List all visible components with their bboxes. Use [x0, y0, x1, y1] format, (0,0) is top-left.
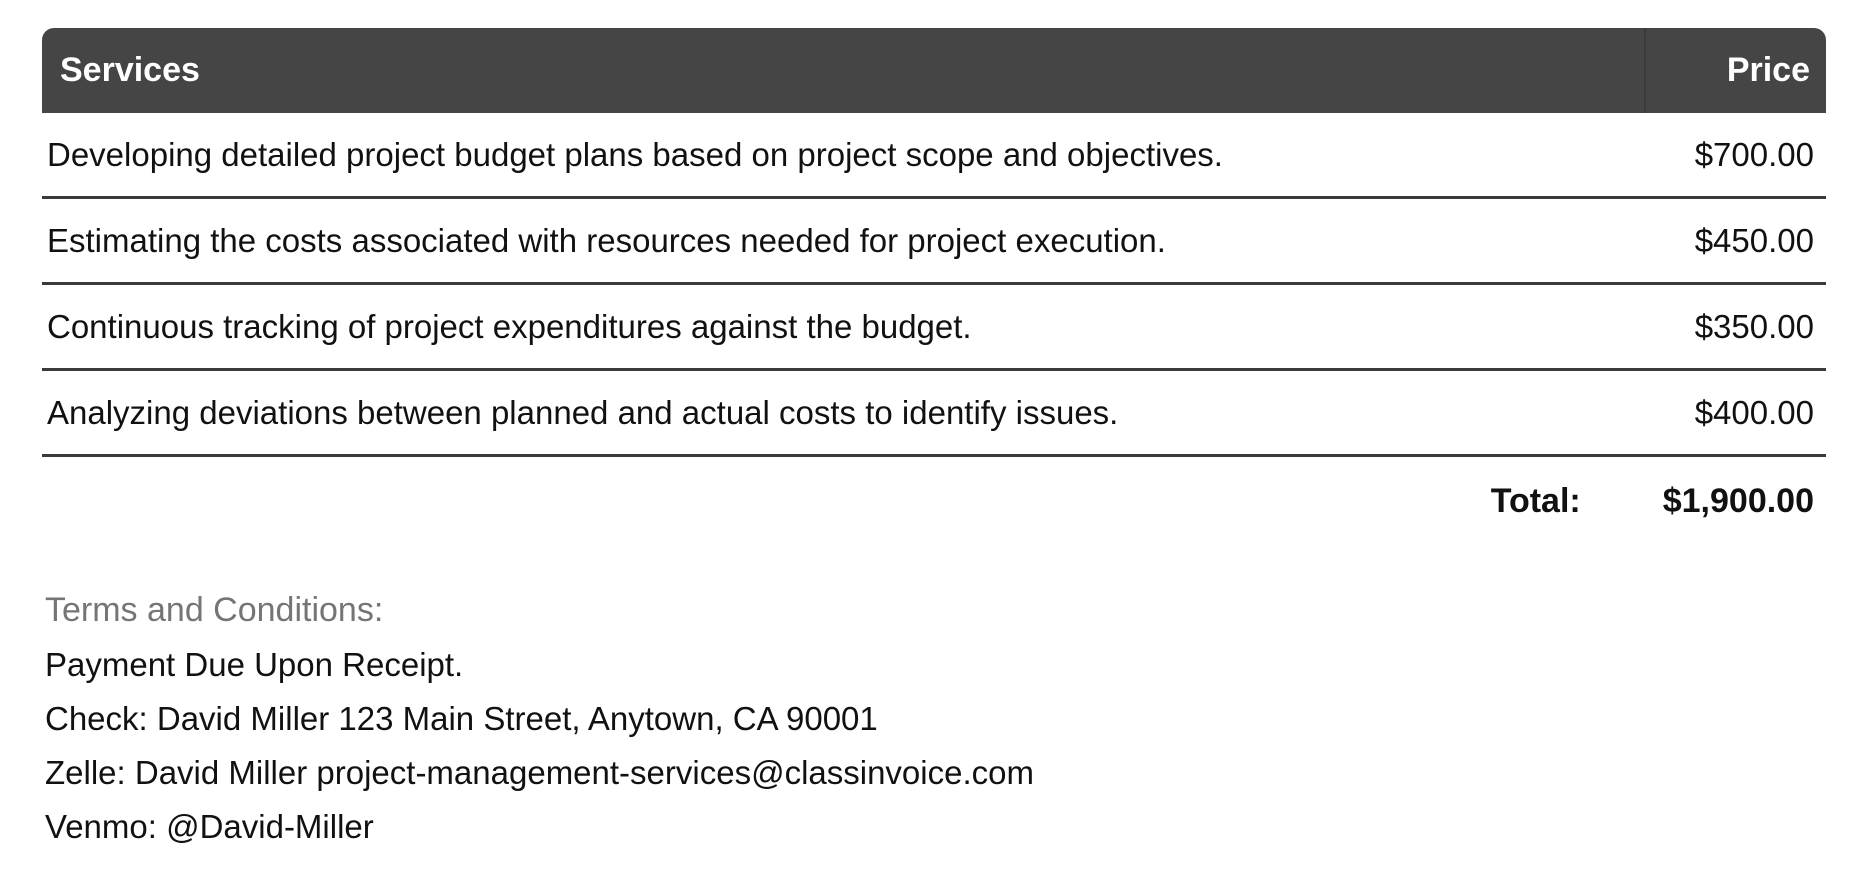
total-label: Total: [1490, 482, 1581, 520]
service-description: Continuous tracking of project expenditures against the budget. [47, 307, 972, 345]
service-description: Analyzing deviations between planned and actual costs to identify issues. [47, 393, 1119, 431]
terms-line-check: Check: David Miller 123 Main Street, Anytown, CA 90001 [45, 700, 878, 737]
service-price: $450.00 [1694, 221, 1814, 259]
service-price: $400.00 [1694, 393, 1814, 431]
services-table [42, 28, 1826, 546]
terms-line-zelle: Zelle: David Miller project-management-services@classinvoice.com [45, 754, 1034, 791]
service-price: $350.00 [1694, 307, 1814, 345]
service-description: Developing detailed project budget plans based on project scope and objectives. [47, 135, 1223, 173]
table-header-row [42, 28, 1826, 113]
terms-section [42, 583, 1826, 854]
services-column-header: Services [60, 51, 200, 89]
table-row [42, 285, 1826, 371]
terms-line-venmo: Venmo: @David-Miller [45, 808, 374, 845]
service-price: $700.00 [1694, 135, 1814, 173]
service-description: Estimating the costs associated with resources needed for project execution. [47, 221, 1166, 259]
terms-heading: Terms and Conditions: [45, 591, 384, 629]
table-row [42, 199, 1826, 285]
total-row [42, 457, 1826, 546]
terms-line-payment: Payment Due Upon Receipt. [45, 646, 464, 683]
table-row [42, 371, 1826, 457]
price-column-header: Price [1644, 28, 1826, 113]
total-value: $1,900.00 [1662, 482, 1814, 520]
table-row [42, 113, 1826, 199]
